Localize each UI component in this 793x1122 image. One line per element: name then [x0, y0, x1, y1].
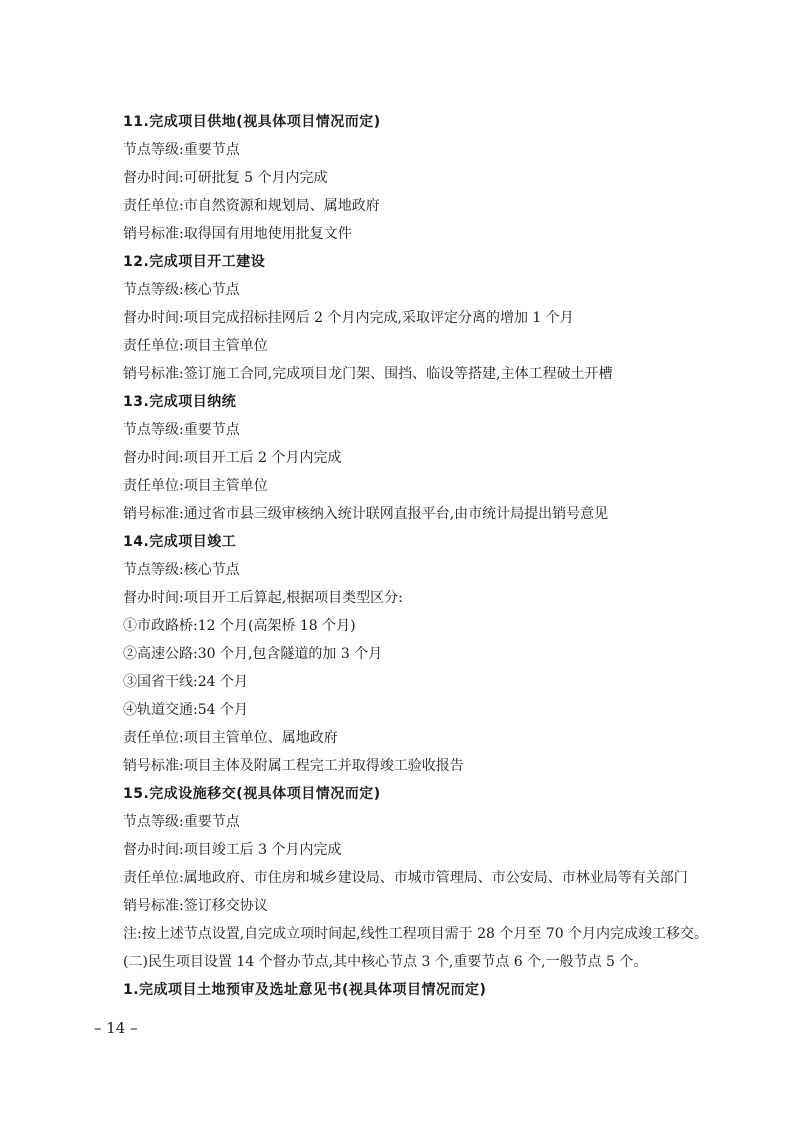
node-level: 节点等级:重要节点 — [123, 142, 240, 158]
responsible-unit: 责任单位:市自然资源和规划局、属地政府 — [123, 198, 380, 214]
closing-standard: 销号标准:取得国有用地使用批复文件 — [123, 226, 352, 242]
section-heading-14: 14.完成项目竣工 — [123, 534, 237, 550]
node-level: 节点等级:核心节点 — [123, 562, 240, 578]
node-level: 节点等级:重要节点 — [123, 422, 240, 438]
supervision-time: 督办时间:项目完成招标挂网后 2 个月内完成,采取评定分离的增加 1 个月 — [123, 310, 574, 326]
supervision-time: 督办时间:项目开工后算起,根据项目类型区分: — [123, 590, 403, 606]
subsection-heading-1: 1.完成项目土地预审及选址意见书(视具体项目情况而定) — [123, 982, 487, 998]
section-heading-15: 15.完成设施移交(视具体项目情况而定) — [123, 786, 381, 802]
list-item: ②高速公路:30 个月,包含隧道的加 3 个月 — [123, 646, 383, 662]
closing-standard: 销号标准:签订施工合同,完成项目龙门架、围挡、临设等搭建,主体工程破土开槽 — [123, 366, 613, 382]
node-level: 节点等级:核心节点 — [123, 282, 240, 298]
section-paragraph: (二)民生项目设置 14 个督办节点,其中核心节点 3 个,重要节点 6 个,一般节点 5 个。 — [123, 954, 648, 970]
responsible-unit: 责任单位:项目主管单位 — [123, 338, 268, 354]
responsible-unit: 责任单位:项目主管单位、属地政府 — [123, 730, 338, 746]
supervision-time: 督办时间:项目开工后 2 个月内完成 — [123, 450, 342, 466]
node-level: 节点等级:重要节点 — [123, 814, 240, 830]
section-heading-13: 13.完成项目纳统 — [123, 394, 237, 410]
supervision-time: 督办时间:项目竣工后 3 个月内完成 — [123, 842, 342, 858]
section-heading-11: 11.完成项目供地(视具体项目情况而定) — [123, 114, 381, 130]
page-number: – 14 – — [94, 1019, 138, 1037]
closing-standard: 销号标准:项目主体及附属工程完工并取得竣工验收报告 — [123, 758, 464, 774]
supervision-time: 督办时间:可研批复 5 个月内完成 — [123, 170, 328, 186]
list-item: ③国省干线:24 个月 — [123, 674, 248, 690]
list-item: ④轨道交通:54 个月 — [123, 702, 248, 718]
responsible-unit: 责任单位:属地政府、市住房和城乡建设局、市城市管理局、市公安局、市林业局等有关部门 — [123, 870, 688, 886]
section-heading-12: 12.完成项目开工建设 — [123, 254, 266, 270]
closing-standard: 销号标准:通过省市县三级审核纳入统计联网直报平台,由市统计局提出销号意见 — [123, 506, 609, 522]
note-paragraph: 注:按上述节点设置,自完成立项时间起,线性工程项目需于 28 个月至 70 个月内完成竣工移交。 — [123, 926, 709, 942]
closing-standard: 销号标准:签订移交协议 — [123, 898, 268, 914]
list-item: ①市政路桥:12 个月(高架桥 18 个月) — [123, 618, 356, 634]
responsible-unit: 责任单位:项目主管单位 — [123, 478, 268, 494]
